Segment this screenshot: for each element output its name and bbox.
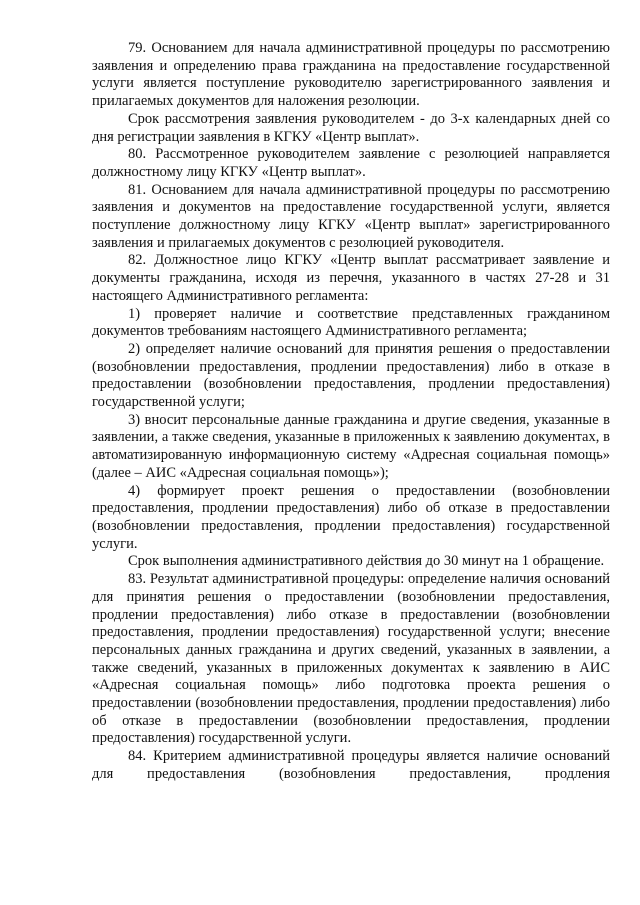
paragraph-79: 79. Основанием для начала административной процедуры по рассмотрению заявления и определению права гражданина на предоставление государственной услуги является поступление руководителю зарегистрированного заявления и прилагаемых документов для наложения резолюции. [92,40,610,110]
paragraph-80: 80. Рассмотренное руководителем заявление с резолюцией направляется должностному лицу КГКУ «Центр выплат». [92,146,610,180]
paragraph-81: 81. Основанием для начала административной процедуры по рассмотрению заявления и документов на предоставление государственной услуги, является поступление должностному лицу КГКУ «Центр выплат» зарегистрированного заявления и прилагаемых документов с резолюцией руководителя. [92,181,610,251]
paragraph-84: 84. Критерием административной процедуры является наличие оснований для предоставления (возобновления предоставления, продления [92,748,610,782]
list-item-4: 4) формирует проект решения о предоставлении (возобновлении предоставления, продлении предоставления) либо об отказе в предоставлении (возобновлении предоставления, продлении предоставления) государственной услуги. [92,482,610,552]
paragraph-82: 82. Должностное лицо КГКУ «Центр выплат рассматривает заявление и документы гражданина, исходя из перечня, указанного в частях 27-28 и 31 настоящего Административного регламента: [92,252,610,304]
list-item-3: 3) вносит персональные данные гражданина и другие сведения, указанные в заявлении, а также сведения, указанные в приложенных к заявлению документах, в автоматизированную информационную систему «Адресная социальная помощь» (далее – АИС «Адресная социальная помощь»); [92,411,610,481]
paragraph-action-deadline: Срок выполнения административного действия до 30 минут на 1 обращение. [128,553,605,570]
list-item-1: 1) проверяет наличие и соответствие представленных гражданином документов требованиям настоящего Административного регламента; [92,305,610,340]
paragraph-review-deadline: Срок рассмотрения заявления руководителем - до 3-х календарных дней со дня регистрации заявления в КГКУ «Центр выплат». [92,110,610,145]
document-body [92,40,610,784]
paragraph-83: 83. Результат административной процедуры: определение наличия оснований для принятия решения о предоставлении (возобновлении предоставления, продлении предоставления) либо отказе в предоставлении (возобновлении предоставления, продлении предоставления) государственной услуги; внесение персональных данных гражданина и других сведений, указанных в заявлении, а также сведений, указанных в приложенных документах к заявлению в АИС «Адресная социальная помощь» либо подготовка проекта решения о предоставлении (возобновлении предоставления, продлении предоставления) либо об отказе в предоставлении (возобновлении предоставления, продлении предоставления) государственной услуги. [92,571,610,747]
list-item-2: 2) определяет наличие оснований для принятия решения о предоставлении (возобновлении предоставления, продлении предоставления) либо в отказе в предоставлении (возобновлении предоставления, продлении предоставления) государственной услуги; [92,340,610,411]
